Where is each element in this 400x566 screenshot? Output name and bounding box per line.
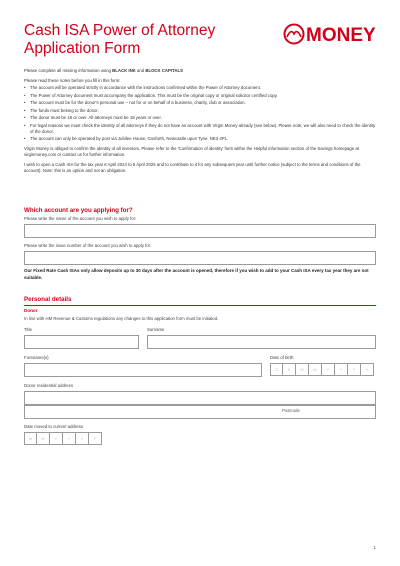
account-heading: Which account are you applying for? <box>24 207 133 214</box>
date-moved-cell[interactable]: M <box>37 432 50 445</box>
note-item: • The funds must belong to the donor. <box>24 108 376 114</box>
personal-details-heading: Personal details <box>24 296 72 303</box>
surname-label: Surname <box>147 327 165 332</box>
title-label: Title <box>24 327 32 332</box>
address-line-2-input[interactable] <box>24 405 376 419</box>
donor-note: In line with HM Revenue & Customs regulations any changes to this application form must be initialed. <box>24 316 219 321</box>
postcode-label: Postcode <box>282 408 300 413</box>
donor-heading: Donor <box>24 308 38 313</box>
notes-list <box>24 85 376 142</box>
date-moved-label: Date moved to current address <box>24 424 83 429</box>
note-item: • The account will be operated strictly in accordance with the instructions confirmed within the Power of Attorney document. <box>24 85 376 91</box>
account-name-label: Please write the name of the account you wish to apply for: <box>24 216 137 221</box>
dob-cell[interactable]: Y <box>322 363 335 376</box>
logo-wordmark: MONEY <box>306 25 376 46</box>
date-moved-cell[interactable]: Y <box>89 432 102 445</box>
dob-cell[interactable]: Y <box>348 363 361 376</box>
account-name-input[interactable] <box>24 224 376 238</box>
virgin-money-logo <box>283 22 379 46</box>
note-item: • For legal reasons we must check the identity of all attorneys if they do not have an account with Virgin Money already (see below). Please note, we will also need to check the identity of the donor. <box>24 123 376 135</box>
issue-number-input[interactable] <box>24 251 376 265</box>
date-moved-input[interactable] <box>24 432 102 445</box>
dob-label: Date of birth <box>270 355 294 360</box>
intro-section <box>24 68 376 178</box>
note-item: • The account can only be operated by post via Jubilee House, Gosforth, Newcastle upon Tyne, NE3 4PL. <box>24 136 376 142</box>
note-item: • The account must be for the donor's personal use – not for or on behalf of a business, charity, club or association. <box>24 100 376 106</box>
note-item: • The donor must be 18 or over. All attorneys must be 18 years or over. <box>24 115 376 121</box>
dob-cell[interactable]: M <box>296 363 309 376</box>
address-label: Donor residential address <box>24 383 73 388</box>
complete-instruction: Please complete all missing information using BLACK INK and BLOCK CAPITALS <box>24 68 183 73</box>
surname-input[interactable] <box>147 335 376 349</box>
notes-heading: Please read these notes before you fill in this form: <box>24 78 121 83</box>
section-divider <box>24 305 376 306</box>
dob-cell[interactable]: Y <box>361 363 374 376</box>
address-line-1-input[interactable] <box>24 391 376 405</box>
title-line-2: Application Form <box>24 40 141 57</box>
dob-cell[interactable]: Y <box>335 363 348 376</box>
page-number: 1 <box>373 545 376 550</box>
dob-cell[interactable]: D <box>270 363 283 376</box>
date-moved-cell[interactable]: Y <box>63 432 76 445</box>
issue-number-label: Please write the issue number of the account you wish to apply for: <box>24 243 152 248</box>
title-line-1: Cash ISA Power of Attorney <box>24 22 216 39</box>
fixed-rate-note: Our Fixed Rate Cash ISAs only allow deposits up to 30 days after the account is opened, therefore if you wish to add to your Cash ISA every tax year they are not suitable. <box>24 268 369 280</box>
forenames-label: Forename(s) <box>24 355 49 360</box>
forenames-input[interactable] <box>24 363 262 377</box>
note-item: • The Power of Attorney document must accompany the application. This must be the original copy or original solicitor certified copy. <box>24 93 376 99</box>
identity-paragraph: Virgin Money is obliged to confirm the identity of all investors. Please refer to the 'Confirmation of identity' form within the Helpful information section of the Savings homepage at virginmoney.com or contact us for further information. <box>24 146 359 157</box>
date-moved-cell[interactable]: M <box>24 432 37 445</box>
date-moved-cell[interactable]: Y <box>76 432 89 445</box>
dob-cell[interactable]: D <box>283 363 296 376</box>
page-title <box>24 22 274 58</box>
date-moved-cell[interactable]: Y <box>50 432 63 445</box>
dob-input[interactable] <box>270 363 374 376</box>
wish-paragraph: I wish to open a Cash ISA for the tax year 6 April 2024 to 5 April 2025 and to contribute to it for any subsequent year until further notice (subject to the terms and conditions of the account). Note: this is an option and not an obligation. <box>24 162 361 173</box>
title-input[interactable] <box>24 335 139 349</box>
dob-cell[interactable]: M <box>309 363 322 376</box>
